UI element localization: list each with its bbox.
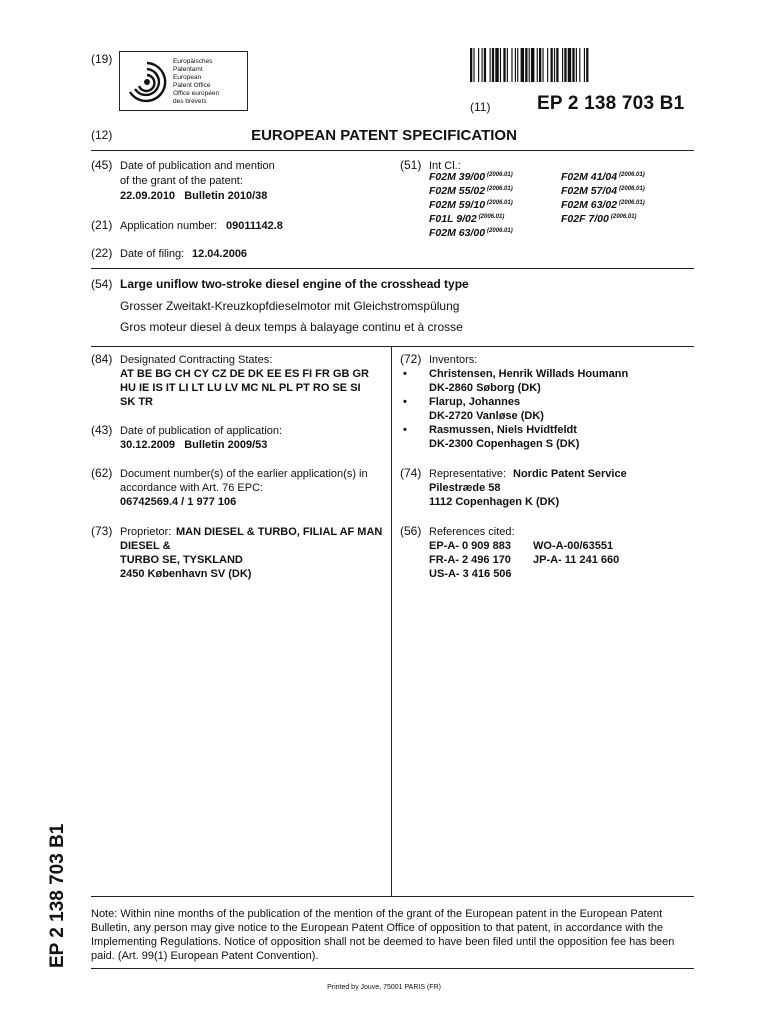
barcode-bar [507,48,508,82]
office-line: Europäisches [173,58,213,65]
inventor-name: Flarup, Johannes [429,396,521,408]
column-divider [391,346,392,896]
inid-74: (74) [400,466,422,480]
inventor-name: Rasmussen, Niels Hvidtfeldt [429,424,577,436]
barcode-bar [547,48,548,82]
inid-19: (19) [91,52,113,66]
inid-62: (62) [91,466,113,480]
ipc-code: F02M 39/00 $^{(2006.01)}$ [429,171,513,183]
ipc-code: F02M 41/04 $^{(2006.01)}$ [561,171,645,183]
divider [91,968,694,969]
proprietor-line: MAN DIESEL & TURBO, FILIAL AF MAN [176,526,383,538]
grant-date: 22.09.2010 Bulletin 2010/38 [120,190,268,202]
office-line: Patentamt [173,66,203,73]
barcode-bar [564,48,566,82]
ipc-label: Int Cl.: [429,160,461,172]
barcode-bar [521,48,524,82]
barcode-bar [529,48,530,82]
states-label: Designated Contracting States: [120,354,273,366]
reference-cell: FR-A- 2 496 170 [429,554,511,566]
proprietor-line: TURBO SE, TYSKLAND [120,554,243,566]
opposition-note: Note: Within nine months of the publication of the mention of the grant of the European patent in the European Patent Bulletin, any person may give notice to the European Patent Office of opposition to that patent, in accordance with the Implementing Regulations. Notice of opposition shall not be deemed to have been filed until the opposition fee has been paid. (Art. 99(1) European Patent Convention). [91,908,675,962]
barcode-bar [562,48,563,82]
inventor-address: DK-2860 Søborg (DK) [429,382,541,394]
office-line: Office européen [173,90,220,97]
barcode-bar [576,48,577,82]
barcode-bar [484,48,486,82]
ipc-code: F02M 63/02 $^{(2006.01)}$ [561,199,645,211]
earlier-label: accordance with Art. 76 EPC: [120,482,264,494]
bullet: • [403,424,407,436]
side-publication-number: EP 2 138 703 B1 [47,823,68,968]
ipc-code: F02M 57/04 $^{(2006.01)}$ [561,185,645,197]
office-line: des brevets [173,98,207,105]
barcode-bar [556,48,558,82]
inid-22: (22) [91,246,113,260]
inid-45: (45) [91,158,113,172]
divider [91,896,694,897]
reference-cell: EP-A- 0 909 883 [429,540,511,552]
proprietor-line: 2450 København SV (DK) [120,568,252,580]
inventor-address: DK-2300 Copenhagen S (DK) [429,438,580,450]
inid-43: (43) [91,423,113,437]
barcode-bar [473,48,474,82]
office-line: Patent Office [173,82,211,89]
ipc-code: F02F 7/00 $^{(2006.01)}$ [561,213,637,225]
inventors-label: Inventors: [429,354,478,366]
barcode-bar [568,48,571,82]
ipc-code: F02M 59/10 $^{(2006.01)}$ [429,199,513,211]
invention-title-de: Grosser Zweitakt-Kreuzkopfdieselmotor mit Gleichstromspülung [120,299,460,313]
representative-name: Nordic Patent Service [513,468,627,480]
barcode-bar [490,48,491,82]
barcode-bar [539,48,541,82]
barcode-bar [515,48,516,82]
grant-label: of the grant of the patent: [120,175,243,187]
divider [91,150,694,151]
representative-address: Pilestræde 58 [429,482,501,494]
barcode-bar [551,48,553,82]
barcode-bar [495,48,498,82]
inid-21: (21) [91,218,113,232]
bullet: • [403,396,407,408]
inid-72: (72) [400,352,422,366]
barcode-bar [511,48,512,82]
states-line: AT BE BG CH CY CZ DE DK EE ES FI FR GB GR [120,368,369,380]
representative-label: Representative: [429,468,507,480]
barcode-bar [517,48,518,82]
inid-73: (73) [91,524,113,538]
ipc-code: F02M 63/00 $^{(2006.01)}$ [429,227,513,239]
invention-title-en: Large uniflow two-stroke diesel engine of the crosshead type [120,277,469,291]
inid-56: (56) [400,524,422,538]
bullet: • [403,368,407,380]
barcode-bar [572,48,574,82]
proprietor-line: DIESEL & [120,540,171,552]
barcode-bar [478,48,479,82]
office-name [173,58,219,106]
filing-date: 12.04.2006 [192,248,248,260]
barcode-bar [554,48,555,82]
ipc-code: F02M 55/02 $^{(2006.01)}$ [429,185,513,197]
barcode-bar [531,48,534,82]
reference-cell: US-A- 3 416 506 [429,568,512,580]
barcode-bar [579,48,580,82]
barcode-bar [503,48,505,82]
grant-label: Date of publication and mention [120,160,275,172]
inventor-name: Christensen, Henrik Willads Houmann [429,368,629,380]
barcode-bar [586,48,588,82]
barcode-bar [500,48,501,82]
application-label: Application number: [120,220,218,232]
inid-84: (84) [91,352,113,366]
filing-label: Date of filing: [120,248,185,260]
divider [91,346,694,347]
barcode-bar [542,48,543,82]
inid-12: (12) [91,128,113,142]
barcode-image [470,48,694,82]
application-number: 09011142.8 [226,220,283,232]
printer-credit: Printed by Jouve, 75001 PARIS (FR) [327,984,441,991]
app-pub-label: Date of publication of application: [120,425,283,437]
earlier-number: 06742569.4 / 1 977 106 [120,496,237,508]
epo-emblem-icon [126,59,168,105]
ipc-code: F01L 9/02 $^{(2006.01)}$ [429,213,505,225]
document-title: EUROPEAN PATENT SPECIFICATION [251,127,517,144]
divider [91,268,694,269]
reference-cell: JP-A- 11 241 660 [533,554,620,566]
proprietor-label: Proprietor: [120,526,172,538]
barcode-bar [584,48,585,82]
inid-54: (54) [91,277,113,291]
barcode-bar [470,48,472,82]
office-line: European [173,74,202,81]
inid-11: (11) [470,100,491,114]
app-pub-date: 30.12.2009 Bulletin 2009/53 [120,439,268,451]
barcode-bar [525,48,527,82]
reference-cell: WO-A-00/63551 [533,540,614,552]
epo-logo [119,51,248,111]
states-line: HU IE IS IT LI LT LU LV MC NL PL PT RO SE SI [120,382,361,394]
inventor-address: DK-2720 Vanløse (DK) [429,410,544,422]
states-line: SK TR [120,396,153,408]
barcode-bar [492,48,494,82]
representative-address: 1112 Copenhagen K (DK) [429,496,560,508]
publication-number: EP 2 138 703 B1 [537,93,685,114]
inid-51: (51) [400,158,422,172]
references-label: References cited: [429,526,515,538]
earlier-label: Document number(s) of the earlier application(s) in [120,468,368,480]
invention-title-fr: Gros moteur diesel à deux temps à balayage continu et à crosse [120,320,463,334]
barcode-bar [482,48,483,82]
barcode-bar [537,48,538,82]
